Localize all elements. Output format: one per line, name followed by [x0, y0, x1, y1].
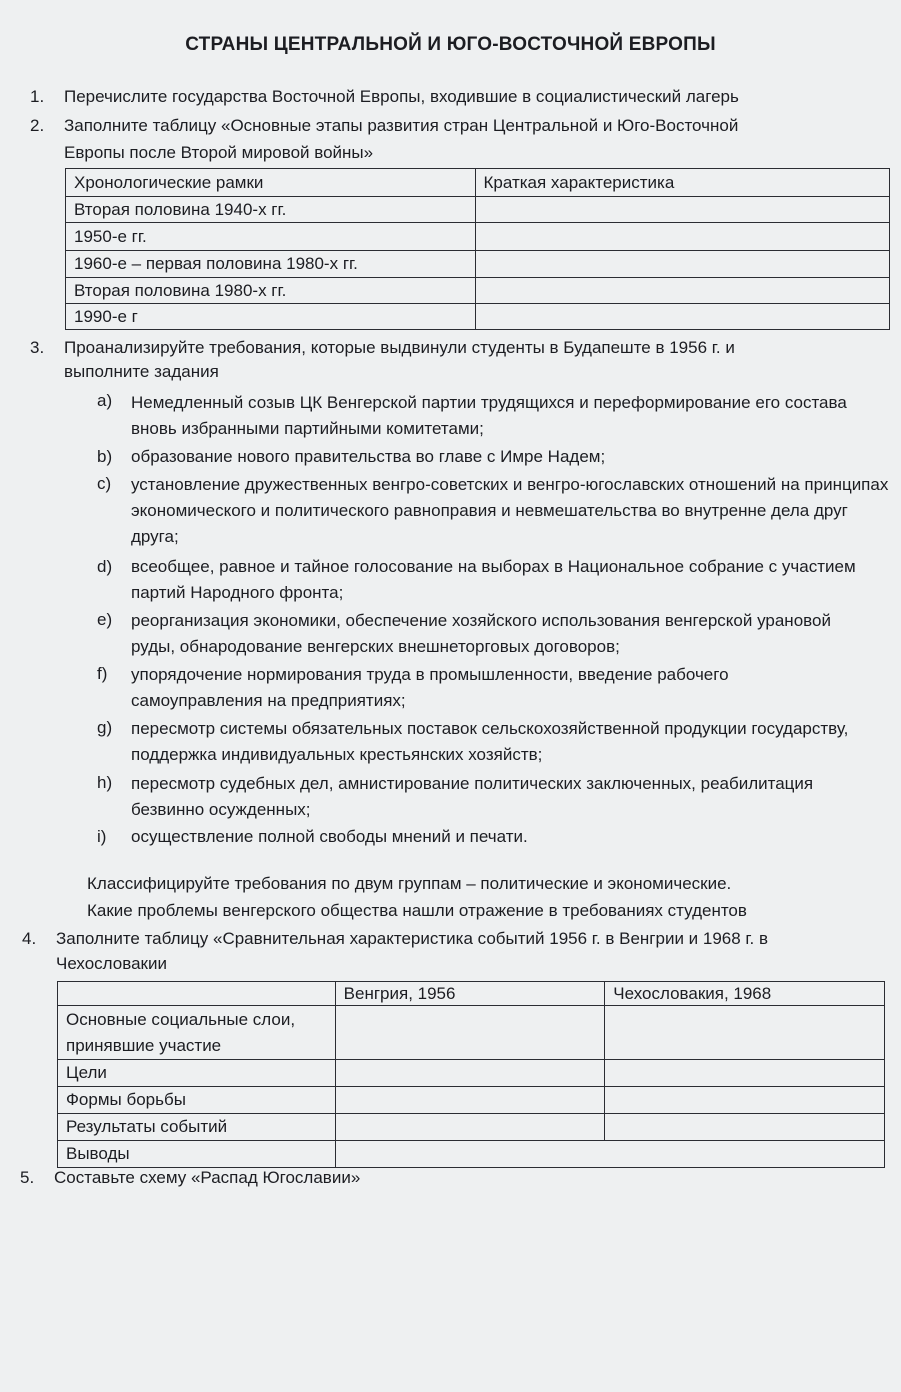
demand-letter: c): [97, 474, 112, 493]
demand-letter: d): [97, 557, 113, 576]
table-header-cell: Венгрия, 1956: [335, 982, 605, 1006]
table-header-cell: Хронологические рамки: [66, 169, 476, 197]
classify-instruction-line2: Какие проблемы венгерского общества нашли отражение в требованиях студентов: [87, 901, 747, 920]
table-cell: Вторая половина 1980-х гг.: [66, 278, 476, 304]
table-cell: Выводы: [58, 1141, 336, 1168]
table-cell: Цели: [58, 1060, 336, 1087]
answer-cell: [605, 1006, 885, 1060]
demand-letter: g): [97, 718, 113, 737]
table-row: [58, 1141, 885, 1168]
demand-text: упорядочение нормирования труда в промышленности, введение рабочего самоуправления на предприятиях;: [131, 665, 729, 710]
task-2-text-line2: Европы после Второй мировой войны»: [64, 143, 374, 162]
demand-letter: b): [97, 447, 113, 466]
table-header-cell: Чехословакия, 1968: [605, 982, 885, 1006]
answer-cell: [335, 1060, 605, 1087]
table-row: [66, 197, 890, 223]
task-5-text: Составьте схему «Распад Югославии»: [54, 1168, 361, 1187]
answer-cell: [335, 1141, 884, 1168]
answer-cell: [335, 1087, 605, 1114]
answer-cell: [475, 251, 889, 278]
demand-text: установление дружественных венгро-советских и венгро-югославских отношений на принципах экономического и политического равноправия и невмешательства во внутренне дела друг друга;: [131, 475, 889, 546]
demand-text: Немедленный созыв ЦК Венгерской партии трудящихся и переформирование его состава вновь избранными партийными комитетами;: [131, 393, 847, 438]
table-row: [66, 223, 890, 251]
demand-letter: i): [97, 827, 107, 846]
table-row: [66, 304, 890, 330]
table-cell: Вторая половина 1940-х гг.: [66, 197, 476, 223]
table-row: [58, 1006, 885, 1060]
table-cell: 1950-е гг.: [66, 223, 476, 251]
task-1-number: 1.: [30, 87, 45, 106]
task-4-text-line2: Чехословакии: [56, 954, 167, 973]
table-row: [58, 1114, 885, 1141]
table-header-row: [66, 169, 890, 197]
answer-cell: [475, 278, 889, 304]
stages-table: [65, 168, 890, 330]
task-2-number: 2.: [30, 116, 45, 135]
table-header-row: [58, 982, 885, 1006]
comparison-table: [57, 981, 885, 1168]
task-3-number: 3.: [30, 338, 45, 357]
classify-instruction-line1: Классифицируйте требования по двум группам – политические и экономические.: [87, 874, 732, 893]
answer-cell: [605, 1087, 885, 1114]
table-cell: 1960-е – первая половина 1980-х гг.: [66, 251, 476, 278]
table-header-cell: [58, 982, 336, 1006]
demand-letter: f): [97, 664, 108, 683]
demand-letter: h): [97, 773, 113, 792]
table-cell: Основные социальные слои, принявшие участие: [58, 1006, 336, 1060]
table-row: [66, 251, 890, 278]
table-row: [58, 1060, 885, 1087]
task-2-text-line1: Заполните таблицу «Основные этапы развития стран Центральной и Юго-Восточной: [64, 116, 739, 135]
demand-text: пересмотр судебных дел, амнистирование политических заключенных, реабилитация безвинно осужденных;: [131, 774, 814, 819]
task-3-text-line2: выполните задания: [64, 362, 219, 381]
answer-cell: [335, 1006, 605, 1060]
answer-cell: [335, 1114, 605, 1141]
demand-text: всеобщее, равное и тайное голосование на выборах в Национальное собрание с участием партий Народного фронта;: [131, 557, 856, 602]
demand-letter: a): [97, 391, 113, 410]
demand-letter: e): [97, 610, 113, 629]
table-row: [66, 278, 890, 304]
demand-text: образование нового правительства во главе с Имре Надем;: [131, 447, 606, 466]
table-row: [58, 1087, 885, 1114]
table-cell: Формы борьбы: [58, 1087, 336, 1114]
table-header-cell: Краткая характеристика: [475, 169, 889, 197]
demand-text: осуществление полной свободы мнений и печати.: [131, 827, 528, 846]
task-4-text-line1: Заполните таблицу «Сравнительная характеристика событий 1956 г. в Венгрии и 1968 г. в: [56, 929, 769, 948]
table-cell: 1990-е г: [66, 304, 476, 330]
task-1-text: Перечислите государства Восточной Европы, входившие в социалистический лагерь: [64, 87, 739, 106]
answer-cell: [605, 1060, 885, 1087]
answer-cell: [475, 304, 889, 330]
demand-text: пересмотр системы обязательных поставок сельскохозяйственной продукции государству, поддержка индивидуальных крестьянских хозяйств;: [131, 719, 849, 764]
demand-text: реорганизация экономики, обеспечение хозяйского использования венгерской урановой руды, обнародование венгерских внешнеторговых договоров;: [131, 611, 831, 656]
answer-cell: [475, 197, 889, 223]
table-cell: Результаты событий: [58, 1114, 336, 1141]
task-4-number: 4.: [22, 929, 37, 948]
answer-cell: [475, 223, 889, 251]
answer-cell: [605, 1114, 885, 1141]
page-title: СТРАНЫ ЦЕНТРАЛЬНОЙ И ЮГО-ВОСТОЧНОЙ ЕВРОПЫ: [185, 34, 716, 55]
task-3-text-line1: Проанализируйте требования, которые выдвинули студенты в Будапеште в 1956 г. и: [64, 338, 735, 357]
task-5-number: 5.: [20, 1168, 35, 1187]
